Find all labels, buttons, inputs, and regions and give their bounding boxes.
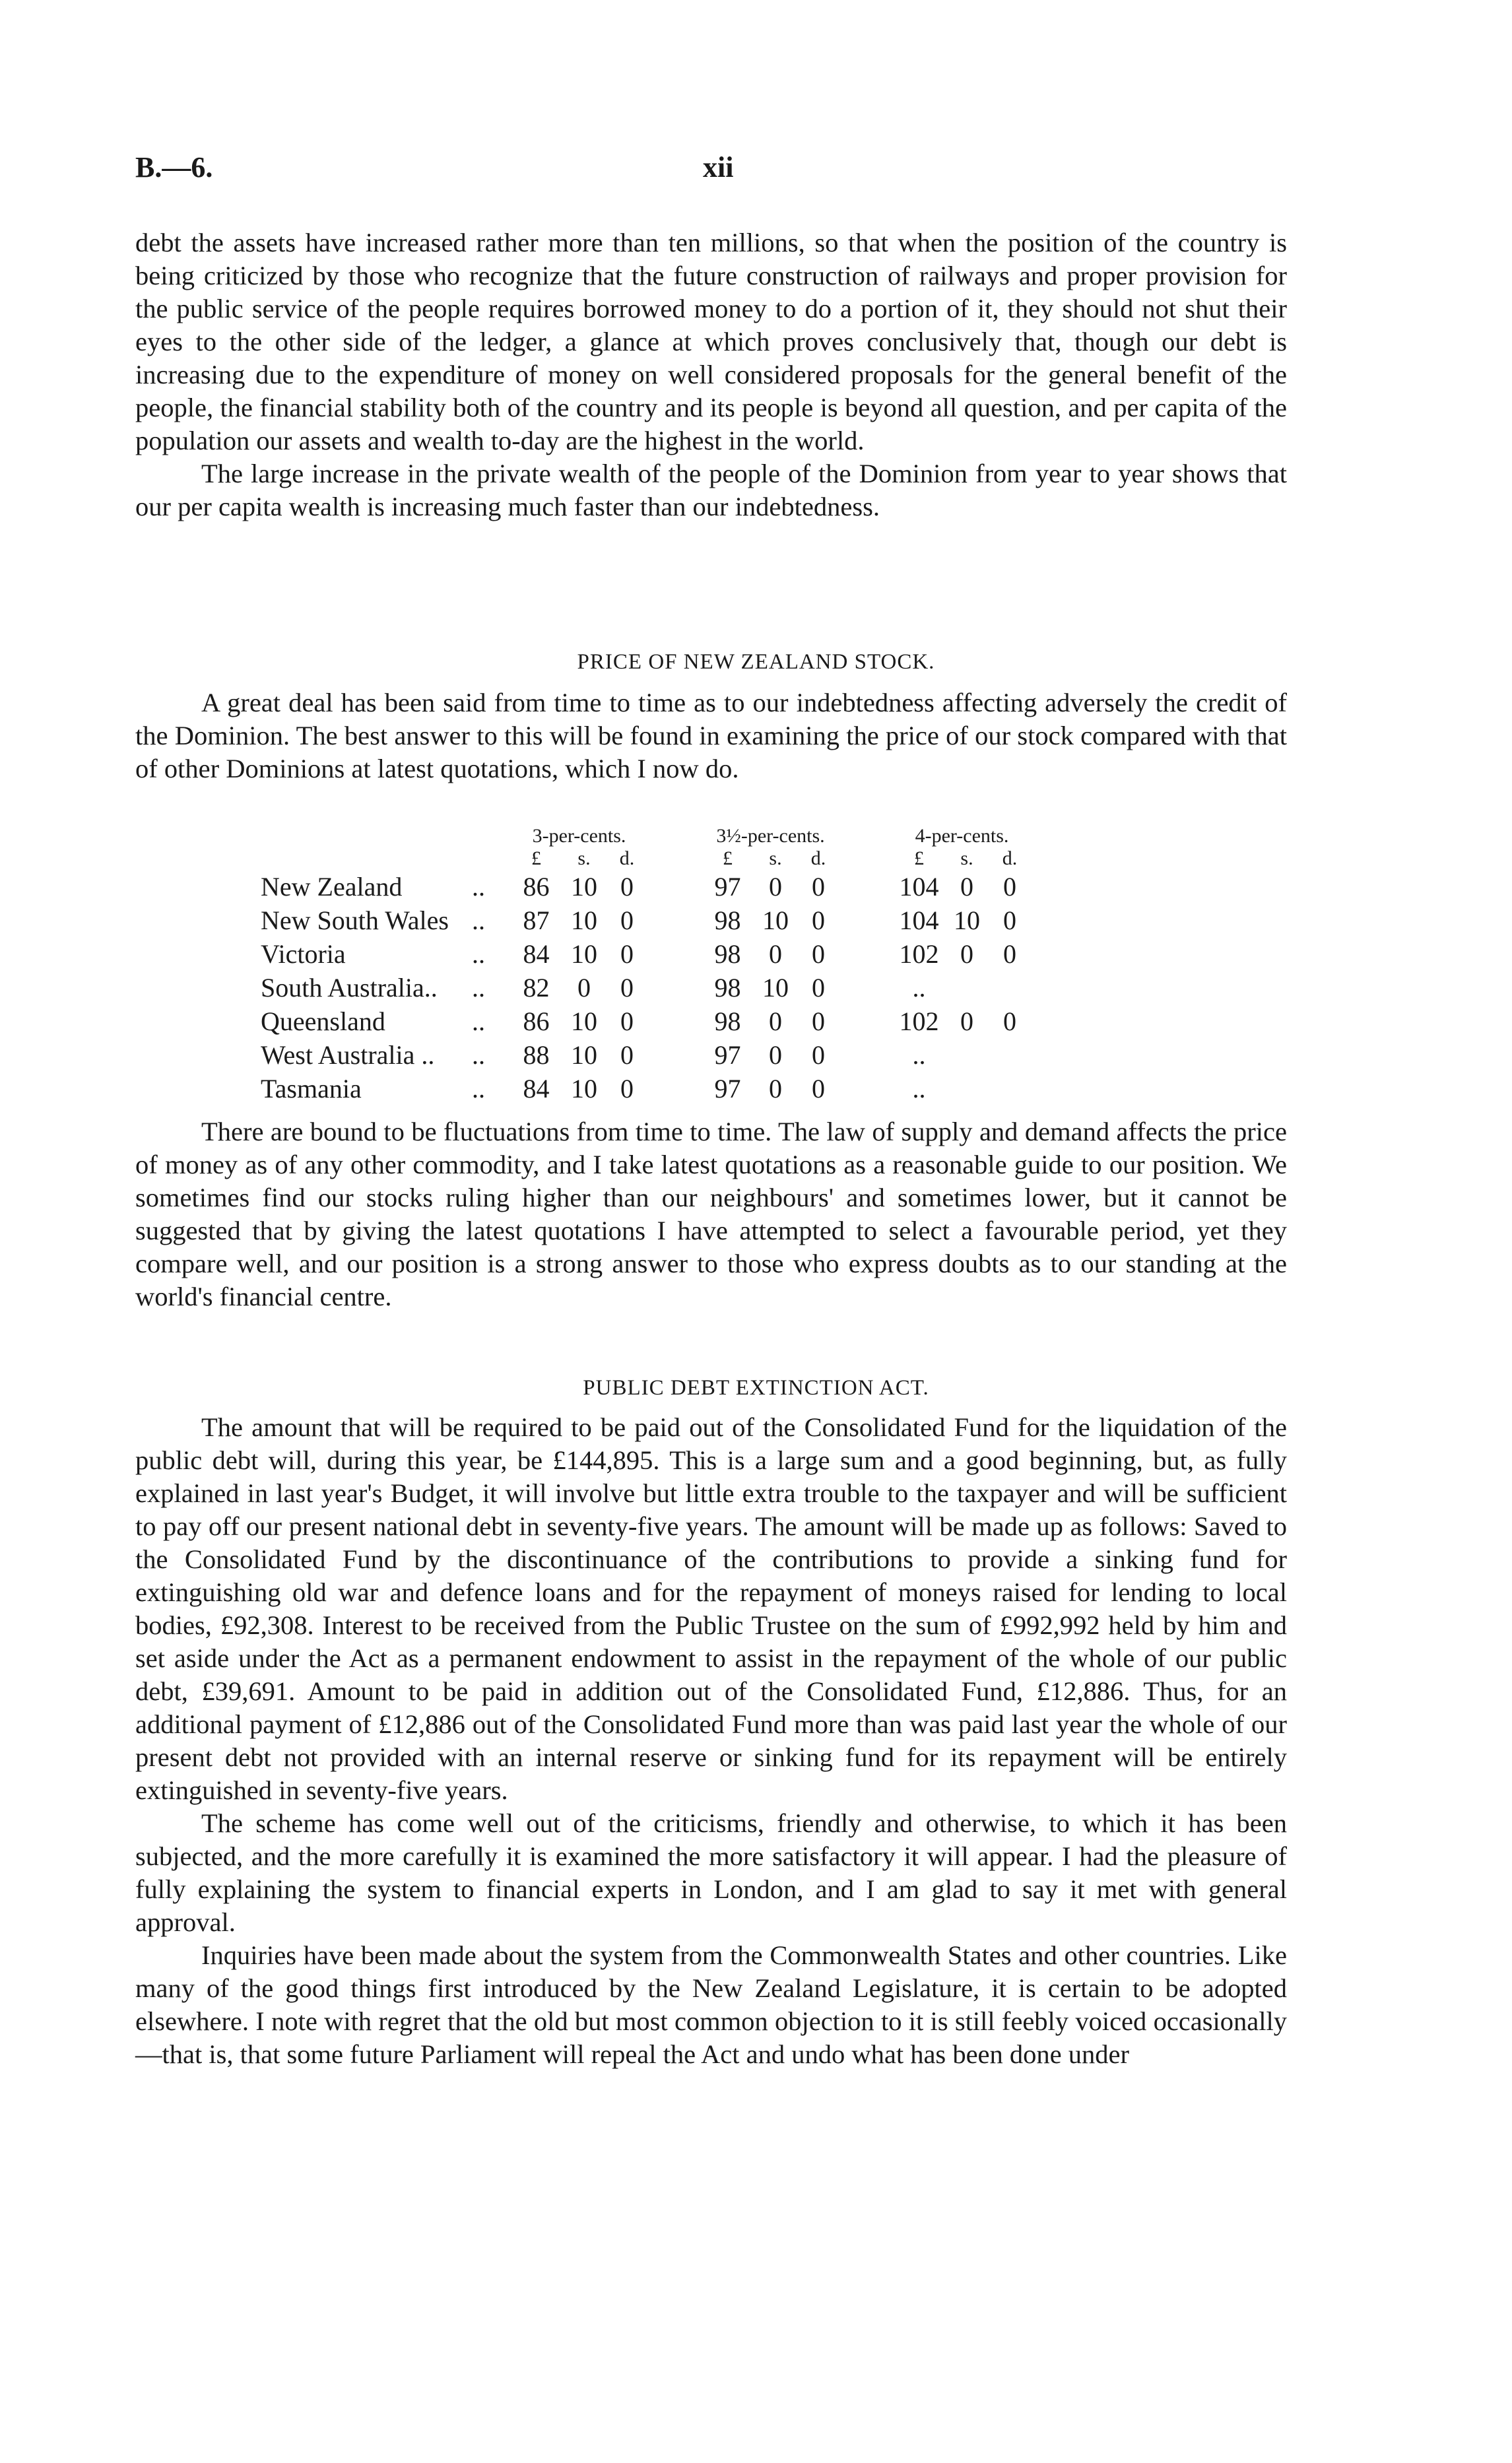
body-section-1	[135, 226, 1287, 523]
paragraph-indebtedness	[135, 686, 1287, 785]
price-cell: 0	[812, 939, 825, 969]
paragraph-consolidated-fund	[135, 1411, 1287, 1807]
group-header-4-per-cents: 4-per-cents.	[915, 825, 1009, 847]
price-cell: 0	[769, 1006, 782, 1036]
price-cell: 0	[620, 1040, 634, 1070]
document-reference: B.—6.	[135, 151, 213, 183]
price-cell: 98	[714, 973, 741, 1002]
price-cell: 0	[620, 872, 634, 902]
page-header	[135, 150, 1287, 190]
row-colony-name: Tasmania	[261, 1074, 362, 1103]
price-cell: 10	[571, 939, 597, 969]
unit-pence: d.	[810, 847, 826, 869]
body-section-3	[135, 1115, 1287, 1313]
row-leader-dots: ..	[472, 973, 485, 1002]
row-leader-dots: ..	[472, 872, 485, 902]
price-cell: 104	[899, 905, 939, 935]
price-cell: 0	[960, 939, 973, 969]
price-cell: 0	[1003, 939, 1016, 969]
price-cell: 0	[812, 872, 825, 902]
price-cell: 97	[714, 1074, 741, 1103]
price-cell: 0	[620, 939, 634, 969]
price-cell: 10	[954, 905, 980, 935]
price-cell: 0	[769, 1074, 782, 1103]
price-cell: 97	[714, 872, 741, 902]
price-cell: 102	[899, 939, 939, 969]
table-row	[261, 1072, 1030, 1105]
price-cell: 0	[577, 973, 591, 1002]
price-cell: 0	[769, 1040, 782, 1070]
price-cell: 0	[620, 1006, 634, 1036]
price-cell: 97	[714, 1040, 741, 1070]
price-cell: 10	[762, 973, 789, 1002]
stock-price-table	[261, 825, 1030, 1105]
heading-price-of-stock: PRICE OF NEW ZEALAND STOCK.	[577, 650, 935, 674]
price-cell	[990, 1072, 1030, 1105]
price-cell: 0	[1003, 1006, 1016, 1036]
unit-pounds: £	[531, 847, 541, 869]
price-cell: 0	[769, 939, 782, 969]
row-colony-name: Victoria	[261, 939, 346, 969]
row-colony-name: New Zealand	[261, 872, 403, 902]
page-number: xii	[703, 151, 734, 183]
price-cell	[944, 1038, 990, 1072]
price-cell: 84	[523, 939, 550, 969]
price-cell: 86	[523, 872, 550, 902]
paragraph-assets	[135, 226, 1287, 457]
price-cell: 0	[1003, 872, 1016, 902]
row-leader-dots: ..	[472, 1040, 485, 1070]
paragraph-text: A great deal has been said from time to time as to our indebtedness affecting adversely the credit of the Dominion. The best answer to this will be found in examining the price of our stock compared with that of other Dominions at latest quotations, which I now do.	[135, 688, 1287, 783]
body-section-2	[135, 686, 1287, 785]
price-cell	[990, 971, 1030, 1004]
paragraph-fluctuations	[135, 1115, 1287, 1313]
paragraph-text: The scheme has come well out of the criticisms, friendly and otherwise, to which it has been subjected, and the more carefully it is examined the more satisfactory it will appear. I had the pleasure of fully explaining the system to financial experts in London, and I am glad to say it met with general approval.	[135, 1808, 1287, 1937]
paragraph-private-wealth	[135, 457, 1287, 523]
price-cell	[944, 1072, 990, 1105]
row-colony-name: Queensland	[261, 1006, 385, 1036]
price-cell: 10	[762, 905, 789, 935]
row-leader-dots: ..	[472, 905, 485, 935]
price-cell: 104	[899, 872, 939, 902]
price-cell	[944, 971, 990, 1004]
table-row	[261, 971, 1030, 1004]
paragraph-text: There are bound to be fluctuations from time to time. The law of supply and demand affects the price of money as of any other commodity, and I take latest quotations as a reasonable guide to our position. We sometimes find our stocks ruling higher than our neighbours' and sometimes lower, but it cannot be suggested that by giving the latest quotations I have attempted to select a favourable period, yet they compare well, and our position is a strong answer to those who express doubts as to our standing at the world's financial centre.	[135, 1117, 1287, 1311]
price-cell: 0	[620, 1074, 634, 1103]
paragraph-text: debt the assets have increased rather more than ten millions, so that when the position of the country is being criticized by those who recognize that the future construction of railways and proper provision for the public service of the people requires borrowed money to do a portion of it, they should not shut their eyes to the other side of the ledger, a glance at which proves conclusively that, though our debt is increasing due to the expenditure of money on well considered proposals for the general benefit of the people, the financial stability both of the country and its people is beyond all question, and per capita of the population our assets and wealth to-day are the highest in the world.	[135, 228, 1287, 455]
price-cell: 0	[812, 973, 825, 1002]
stock-table-body	[261, 870, 1030, 1105]
price-cell: 87	[523, 905, 550, 935]
row-leader-dots: ..	[472, 1074, 485, 1103]
group-header-3-5-per-cents: 3½-per-cents.	[716, 825, 825, 847]
table-row	[261, 903, 1030, 937]
paragraph-text: The large increase in the private wealth of the people of the Dominion from year to year shows that our per capita wealth is increasing much faster than our indebtedness.	[135, 459, 1287, 521]
unit-shillings: s.	[960, 847, 973, 869]
table-row	[261, 1004, 1030, 1038]
price-cell: 98	[714, 905, 741, 935]
paragraph-text: The amount that will be required to be paid out of the Consolidated Fund for the liquidation of the public debt will, during this year, be £144,895. This is a large sum and a good beginning, but, as fully explained in last year's Budget, it will involve but little extra trouble to the taxpayer and will be sufficient to pay off our present national debt in seventy-five years. The amount will be made up as follows: Saved to the Consolidated Fund by the discontinuance of the contributions to provide a sinking fund for extinguishing old war and defence loans and for the repayment of moneys raised for lending to local bodies, £92,308. Interest to be received from the Public Trustee on the sum of £992,992 held by him and set aside under the Act as a permanent endowment to assist in the repayment of the whole of our public debt, £39,691. Amount to be paid in addition out of the Consolidated Fund, £12,886. Thus, for an additional payment of £12,886 out of the Consolidated Fund more than was paid last year the whole of our present debt not provided with an internal reserve or sinking fund for its repayment will be entirely extinguished in seventy-five years.	[135, 1412, 1287, 1805]
price-cell: 0	[812, 905, 825, 935]
price-cell: 0	[620, 973, 634, 1002]
unit-shillings: s.	[769, 847, 782, 869]
row-colony-name: West Australia ..	[261, 1040, 435, 1070]
price-cell: 10	[571, 1074, 597, 1103]
row-leader-dots: ..	[472, 1006, 485, 1036]
unit-shillings: s.	[577, 847, 591, 869]
price-cell: 98	[714, 1006, 741, 1036]
price-cell	[990, 1038, 1030, 1072]
unit-pounds: £	[723, 847, 733, 869]
price-cell: 88	[523, 1040, 550, 1070]
table-row	[261, 1038, 1030, 1072]
price-cell: 0	[960, 1006, 973, 1036]
price-cell: ..	[912, 973, 926, 1002]
price-cell: 86	[523, 1006, 550, 1036]
price-cell: 10	[571, 872, 597, 902]
body-section-4	[135, 1411, 1287, 2071]
price-cell: 10	[571, 1040, 597, 1070]
price-cell: 10	[571, 1006, 597, 1036]
table-group-header-row	[261, 825, 1030, 847]
price-cell: 0	[1003, 905, 1016, 935]
group-header-3-per-cents: 3-per-cents.	[532, 825, 626, 847]
heading-public-debt-extinction-act: PUBLIC DEBT EXTINCTION ACT.	[583, 1376, 929, 1400]
price-cell: 98	[714, 939, 741, 969]
price-cell: 0	[620, 905, 634, 935]
price-cell: ..	[912, 1040, 926, 1070]
price-cell: 0	[812, 1006, 825, 1036]
paragraph-scheme	[135, 1807, 1287, 1939]
row-colony-name: New South Wales	[261, 905, 449, 935]
row-leader-dots: ..	[472, 939, 485, 969]
price-cell: 0	[812, 1074, 825, 1103]
price-cell: 84	[523, 1074, 550, 1103]
table-unit-header-row	[261, 847, 1030, 870]
paragraph-inquiries	[135, 1939, 1287, 2071]
price-cell: ..	[912, 1074, 926, 1103]
row-colony-name: South Australia..	[261, 973, 438, 1002]
unit-pounds: £	[914, 847, 924, 869]
price-cell: 82	[523, 973, 550, 1002]
unit-pence: d.	[1002, 847, 1018, 869]
price-cell: 0	[812, 1040, 825, 1070]
unit-pence: d.	[619, 847, 635, 869]
price-cell: 0	[769, 872, 782, 902]
table-row	[261, 937, 1030, 971]
paragraph-text: Inquiries have been made about the system from the Commonwealth States and other countries. Like many of the good things first introduced by the New Zealand Legislature, it is certain to be adopted elsewhere. I note with regret that the old but most common objection to it is still feebly voiced occasionally—that is, that some future Parliament will repeal the Act and undo what has been done under	[135, 1940, 1287, 2069]
table-row	[261, 870, 1030, 903]
price-cell: 10	[571, 905, 597, 935]
price-cell: 102	[899, 1006, 939, 1036]
price-cell: 0	[960, 872, 973, 902]
